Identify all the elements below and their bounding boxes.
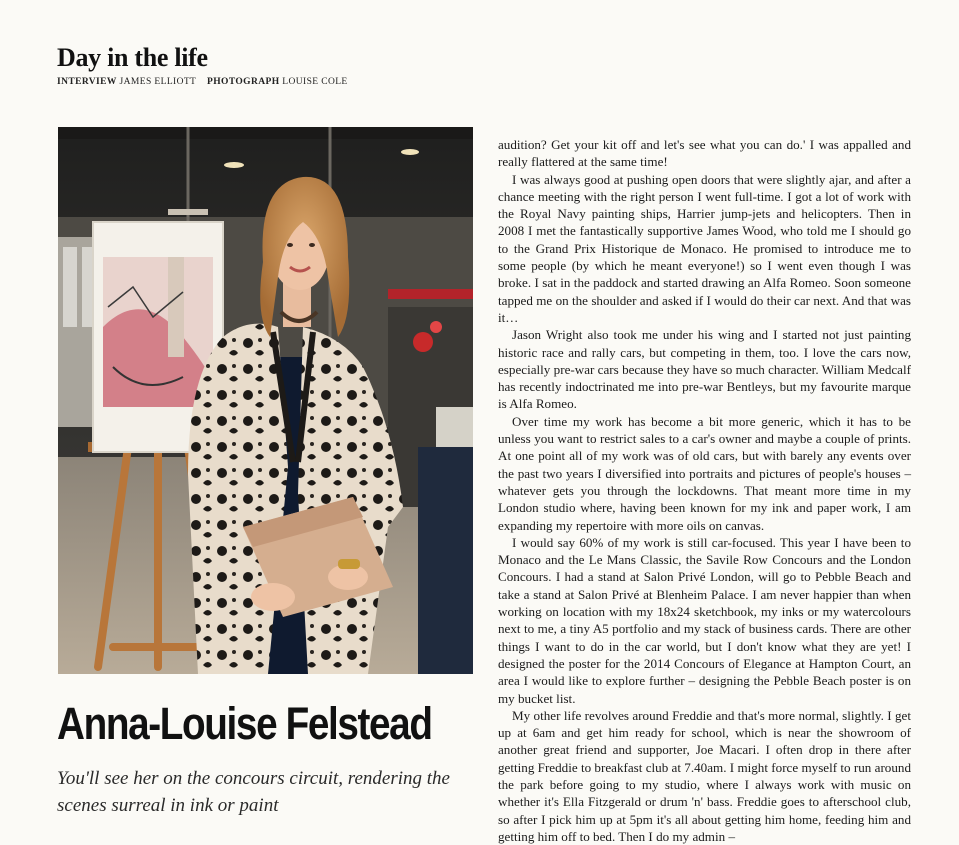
body-paragraph: Jason Wright also took me under his wing and I started not just painting historic race and rally cars, but competing in them, too. I love the cars now, especially pre-war cars because they have so much character. William Medcalf has recently indoctrinated me into pre-war Bentleys, but my favourite marque is Alfa Romeo.: [498, 327, 911, 412]
standfirst: You'll see her on the concours circuit, rendering the scenes surreal in ink or paint: [57, 768, 450, 816]
body-paragraph: I would say 60% of my work is still car-focused. This year I have been to Monaco and the Le Mans Classic, the Savile Row Concours and the London Concours. I had a stand at Salon Privé London, will go to Pebble Beach and take a stand at Salon Privé at Blenheim Palace. I am never happier than when working on location with my 18x24 sketchbook, my inks or my watercolours next to me, a tiny A5 portfolio and my stack of business cards. There are other things I want to do in the car world, but I don't know what they are yet! I designed the poster for the 2014 Concours of Elegance at Hampton Court, an area I would like to explore further – designing the Pebble Beach poster is on my bucket list.: [498, 534, 911, 706]
body-paragraph: audition? Get your kit off and let's see what you can do.' I was appalled and really flattered at the same time!: [498, 137, 911, 170]
section-title: Day in the life: [57, 43, 208, 72]
body-paragraph: I was always good at pushing open doors that were slightly ajar, and after a chance meeting with the right person I went full-time. I got a lot of work with the Royal Navy painting ships, Harrier jump-jets and helicopters. Then in 2008 I met the fantastically supportive James Wood, who told me I should go to the Grand Prix Historique de Monaco. He promised to introduce me to some people (by which he meant everyone!) so I went even though I was broke. I sat in the paddock and started drawing an Alfa Romeo. Soon someone tapped me on the shoulder and asked if I would do their car next. And that was it…: [498, 171, 911, 325]
photograph-label: PHOTOGRAPH: [207, 77, 280, 87]
headline: Anna-Louise Felstead: [57, 698, 432, 749]
body-paragraph: Over time my work has become a bit more generic, which it has to be unless you want to restrict sales to a car's owner and maybe a couple of prints. At one point all of my work was of old cars, but with barely any events over the past two years I diversified into portraits and pictures of people's houses – whatever gets you through the lockdowns. That meant more time in my London studio where, having been known for my ink and paper work, I am expanding my repertoire with more oils on canvas.: [498, 413, 911, 533]
interview-label: INTERVIEW: [57, 77, 117, 87]
portrait-photo: [58, 127, 473, 674]
interviewer-name: JAMES ELLIOTT: [119, 77, 197, 87]
article-body: [498, 136, 911, 845]
body-paragraph: My other life revolves around Freddie and that's more normal, slightly. I get up at 6am and get him ready for school, which is near the showroom of another great friend and supporter, Joe Macari. I often drop in there after getting Freddie to breakfast club at 7.40am. I might force myself to run around the park before going to my studio, where I always work with music on whether it's Ella Fitzgerald or drum 'n' bass. Freddie goes to afterschool club, so after I pick him up at 5pm it's all about getting him home, feeding him and getting him off to bed. Then I do my admin –: [498, 707, 911, 844]
photographer-name: LOUISE COLE: [282, 77, 348, 87]
byline: [57, 77, 356, 87]
